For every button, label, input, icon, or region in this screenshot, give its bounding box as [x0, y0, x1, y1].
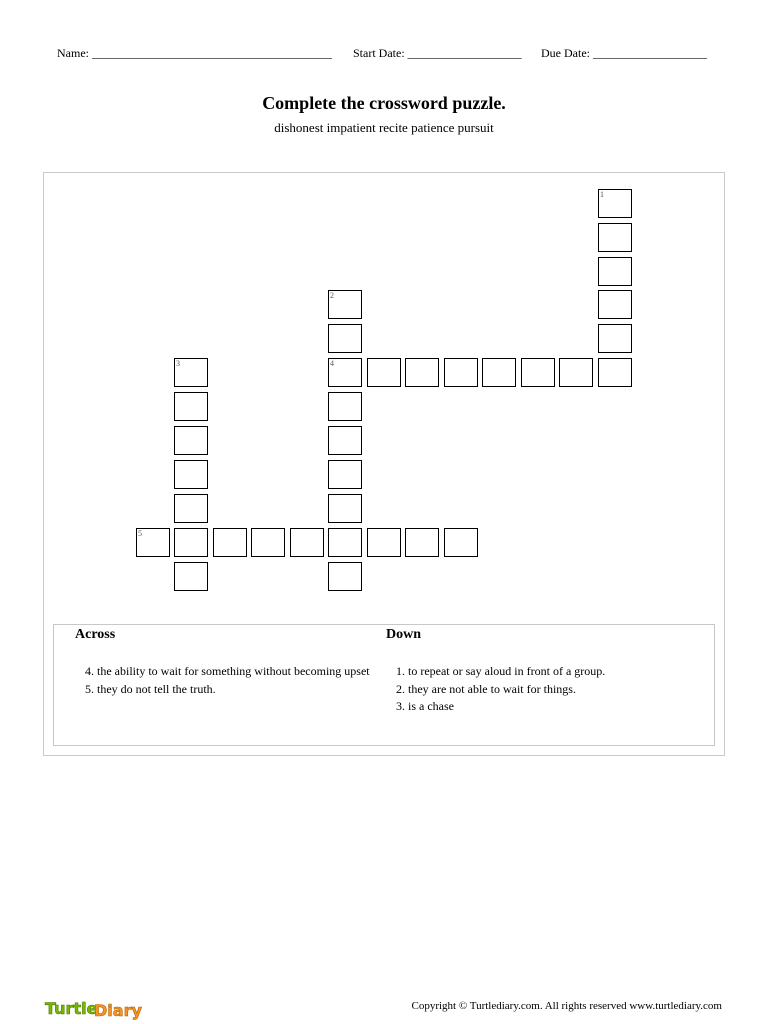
- crossword-cell[interactable]: [174, 494, 208, 523]
- crossword-cell[interactable]: [290, 528, 324, 557]
- crossword-cell[interactable]: [328, 290, 362, 319]
- down-heading: Down: [386, 627, 422, 642]
- down-clue-3: 3. is a chase: [396, 699, 454, 713]
- crossword-cell[interactable]: [328, 324, 362, 353]
- crossword-cell[interactable]: [174, 426, 208, 455]
- clue-number-1: 1: [600, 190, 604, 199]
- due-date-field[interactable]: [541, 46, 707, 61]
- name-label: Name:: [57, 46, 89, 60]
- crossword-cell[interactable]: [598, 290, 632, 319]
- crossword-cell[interactable]: [213, 528, 247, 557]
- crossword-cell[interactable]: [328, 392, 362, 421]
- start-date-field[interactable]: [353, 46, 522, 61]
- crossword-cell[interactable]: [482, 358, 516, 387]
- crossword-cell[interactable]: [328, 528, 362, 557]
- start-date-label: Start Date:: [353, 46, 405, 60]
- clue-number-4: 4: [330, 359, 334, 368]
- across-clue-list: [85, 663, 375, 698]
- crossword-cell[interactable]: [328, 460, 362, 489]
- crossword-cell[interactable]: [444, 358, 478, 387]
- crossword-cell[interactable]: [598, 189, 632, 218]
- crossword-cell[interactable]: [174, 460, 208, 489]
- svg-text:Turtle: Turtle: [45, 999, 98, 1018]
- clue-number-2: 2: [330, 291, 334, 300]
- across-clue-4: 4. the ability to wait for something without becoming upset: [85, 664, 370, 678]
- word-bank: dishonest impatient recite patience pursuit: [274, 120, 494, 135]
- crossword-cell[interactable]: [598, 358, 632, 387]
- due-date-blank[interactable]: ___________________: [592, 46, 707, 60]
- crossword-cell[interactable]: [136, 528, 170, 557]
- svg-text:Diary: Diary: [94, 1001, 142, 1020]
- page-title: Complete the crossword puzzle.: [262, 93, 506, 113]
- across-heading: Across: [75, 627, 116, 642]
- down-clue-list: [396, 663, 696, 716]
- name-field[interactable]: [57, 46, 332, 61]
- crossword-cell[interactable]: [174, 528, 208, 557]
- crossword-cell[interactable]: [174, 358, 208, 387]
- across-clue-5: 5. they do not tell the truth.: [85, 681, 216, 696]
- down-clue-1: 1. to repeat or say aloud in front of a group.: [396, 664, 606, 678]
- crossword-cell[interactable]: [174, 392, 208, 421]
- crossword-cell[interactable]: [367, 358, 401, 387]
- crossword-cell[interactable]: [598, 324, 632, 353]
- crossword-cell[interactable]: [405, 528, 439, 557]
- down-clue-2: 2. they are not able to wait for things.: [396, 681, 576, 696]
- crossword-cell[interactable]: [598, 223, 632, 252]
- crossword-cell[interactable]: [521, 358, 555, 387]
- crossword-cell[interactable]: [328, 494, 362, 523]
- crossword-cell[interactable]: [251, 528, 285, 557]
- copyright-notice: Copyright © Turtlediary.com. All rights reserved www.turtlediary.com: [411, 1000, 722, 1012]
- due-date-label: Due Date:: [541, 46, 590, 60]
- crossword-cell[interactable]: [328, 562, 362, 591]
- crossword-cell[interactable]: [444, 528, 478, 557]
- crossword-cell[interactable]: [598, 257, 632, 286]
- clue-number-5: 5: [138, 529, 142, 538]
- crossword-cell[interactable]: [328, 426, 362, 455]
- crossword-cell[interactable]: [405, 358, 439, 387]
- turtlediary-logo: [45, 994, 142, 1020]
- crossword-cell[interactable]: [559, 358, 593, 387]
- start-date-blank[interactable]: ___________________: [407, 46, 522, 60]
- crossword-cell[interactable]: [328, 358, 362, 387]
- clue-number-3: 3: [176, 359, 180, 368]
- crossword-cell[interactable]: [174, 562, 208, 591]
- name-blank[interactable]: ________________________________________: [92, 46, 332, 60]
- crossword-cell[interactable]: [367, 528, 401, 557]
